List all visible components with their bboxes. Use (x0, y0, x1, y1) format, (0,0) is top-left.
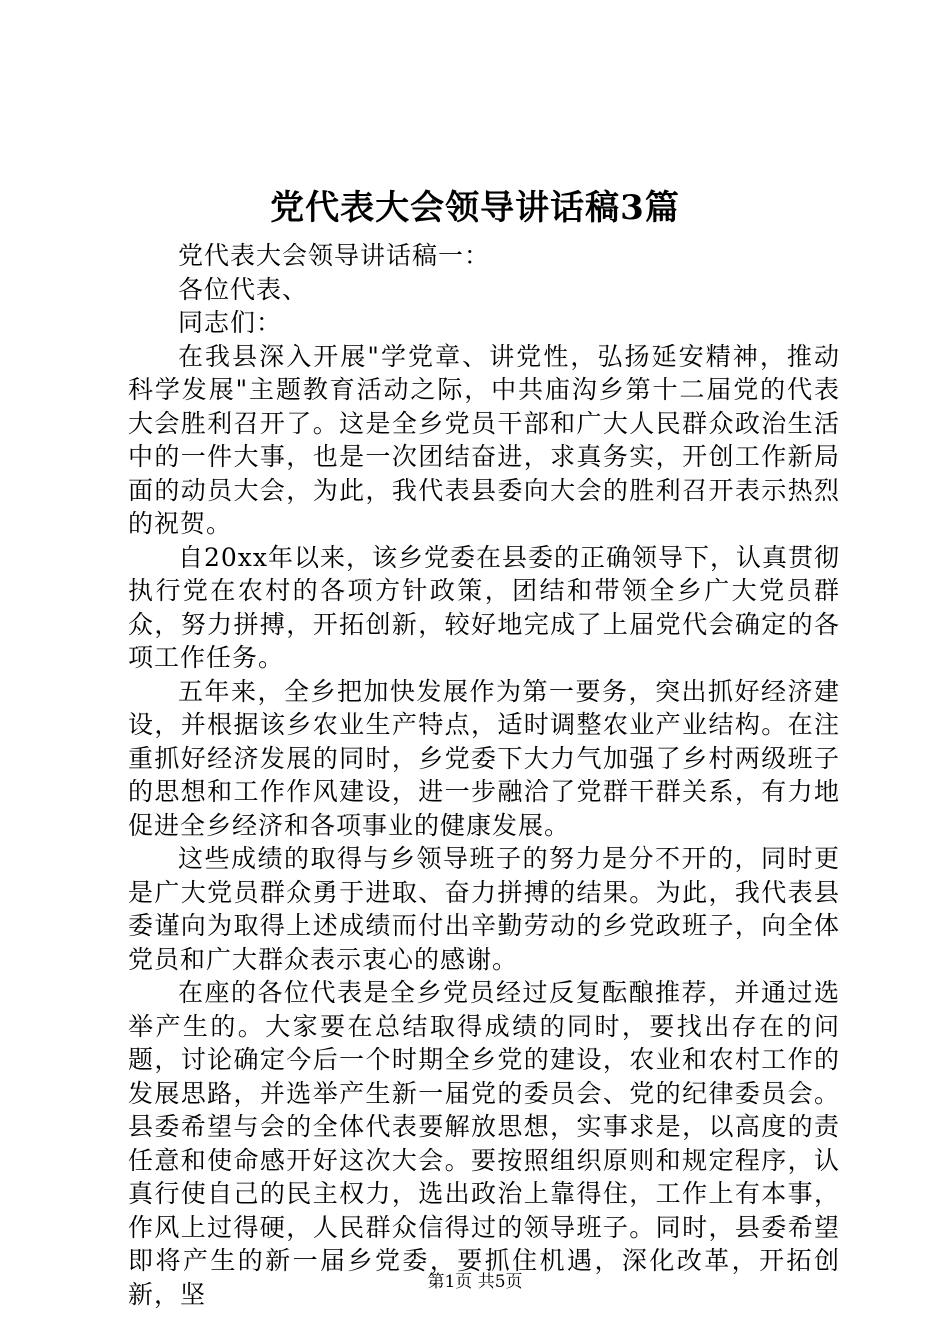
paragraph: 自20xx年以来，该乡党委在县委的正确领导下，认真贯彻执行党在农村的各项方针政策，团结和带领全乡广大党员群众，努力拼搏，开拓创新，较好地完成了上届党代会确定的各项工作任务。 (128, 542, 841, 672)
paragraph: 这些成绩的取得与乡领导班子的努力是分不开的，同时更是广大党员群众勇于进取、奋力拼搏的结果。为此，我代表县委谨向为取得上述成绩而付出辛勤劳动的乡党政班子，向全体党员和广大群众表示衷心的感谢。 (128, 844, 840, 974)
paragraph-salutation-comrades: 同志们： (178, 308, 283, 337)
paragraph: 五年来，全乡把加快发展作为第一要务，突出抓好经济建设，并根据该乡农业生产特点，适时调整农业产业结构。在注重抓好经济发展的同时，乡党委下大力气加强了乡村两级班子的思想和工作作风建设，进一步融洽了党群干群关系，有力地促进全乡经济和各项事业的健康发展。 (128, 676, 840, 840)
paragraph: 在座的各位代表是全乡党员经过反复酝酿推荐，并通过选举产生的。大家要在总结取得成绩的同时，要找出存在的问题，讨论确定今后一个时期全乡党的建设，农业和农村工作的发展思路，并选举产生新一届党的委员会、党的纪律委员会。县委希望与会的全体代表要解放思想，实事求是，以高度的责任意和使命感开好这次大会。要按照组织原则和规定程序，认真行使自己的民主权力，选出政治上靠得住，工作上有本事，作风上过得硬，人民群众信得过的领导班子。同时，县委希望即将产生的新一届乡党委，要抓住机遇，深化改革，开拓创新，坚 (128, 978, 840, 1309)
paragraph-salutation-delegates: 各位代表、 (178, 274, 309, 304)
paragraph-heading: 党代表大会领导讲话稿一： (178, 241, 491, 270)
page-footer: 第1页 共5页 (427, 1272, 523, 1292)
document-title: 党代表大会领导讲话稿3篇 (270, 188, 680, 228)
document-body (128, 239, 840, 1311)
paragraph: 在我县深入开展"学党章、讲党性，弘扬延安精神，推动科学发展"主题教育活动之际，中共庙沟乡第十二届党的代表大会胜利召开了。这是全乡党员干部和广大人民群众政治生活中的一件大事，也是一次团结奋进，求真务实，开创工作新局面的动员大会，为此，我代表县委向大会的胜利召开表示热烈的祝贺。 (128, 341, 840, 538)
